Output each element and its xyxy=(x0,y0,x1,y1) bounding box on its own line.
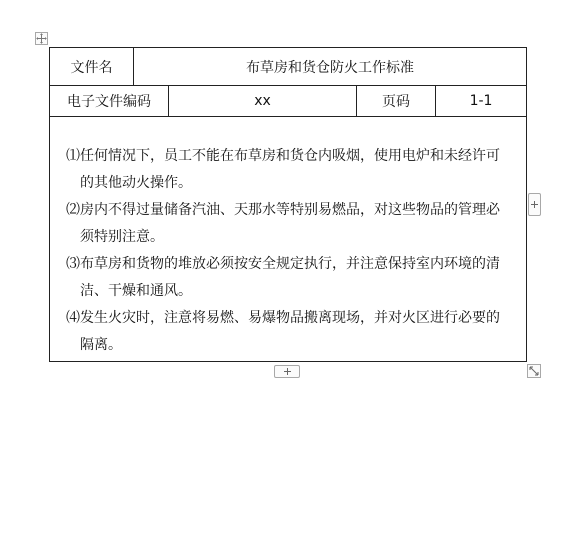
add-column-button[interactable] xyxy=(528,193,541,216)
list-item xyxy=(66,197,508,251)
table-row xyxy=(50,48,526,86)
filename-label: 文件名 xyxy=(70,59,113,76)
content-cell xyxy=(50,117,526,361)
item-number: ⑷ xyxy=(66,310,80,326)
add-row-button[interactable] xyxy=(274,365,300,378)
page-value: 1-1 xyxy=(435,86,526,116)
list-item xyxy=(66,305,508,359)
item-text: 任何情况下，员工不能在布草房和货仓内吸烟，使用电炉和未经许可的其他动火操作。 xyxy=(80,148,500,191)
code-value: xx xyxy=(168,86,356,116)
item-number: ⑵ xyxy=(66,202,80,218)
document-table xyxy=(49,47,527,362)
move-icon xyxy=(36,33,47,44)
list-item xyxy=(66,251,508,305)
table-resize-handle[interactable] xyxy=(527,364,541,378)
item-text: 发生火灾时，注意将易燃、易爆物品搬离现场，并对火区进行必要的隔离。 xyxy=(80,310,500,353)
item-number: ⑶ xyxy=(66,256,80,272)
resize-icon xyxy=(529,366,539,376)
filename-value: 布草房和货仓防火工作标准 xyxy=(133,48,526,85)
table-move-handle[interactable] xyxy=(35,32,48,45)
item-number: ⑴ xyxy=(66,148,80,164)
code-label: 电子文件编码 xyxy=(67,94,151,110)
plus-icon xyxy=(284,368,291,375)
item-text: 布草房和货物的堆放必须按安全规定执行，并注意保持室内环境的清洁、干燥和通风。 xyxy=(80,256,500,299)
page-label: 页码 xyxy=(356,86,435,116)
item-text: 房内不得过量储备汽油、天那水等特别易燃品，对这些物品的管理必须特别注意。 xyxy=(80,202,500,245)
table-row xyxy=(50,86,526,117)
list-item xyxy=(66,143,508,197)
plus-icon xyxy=(531,201,538,208)
